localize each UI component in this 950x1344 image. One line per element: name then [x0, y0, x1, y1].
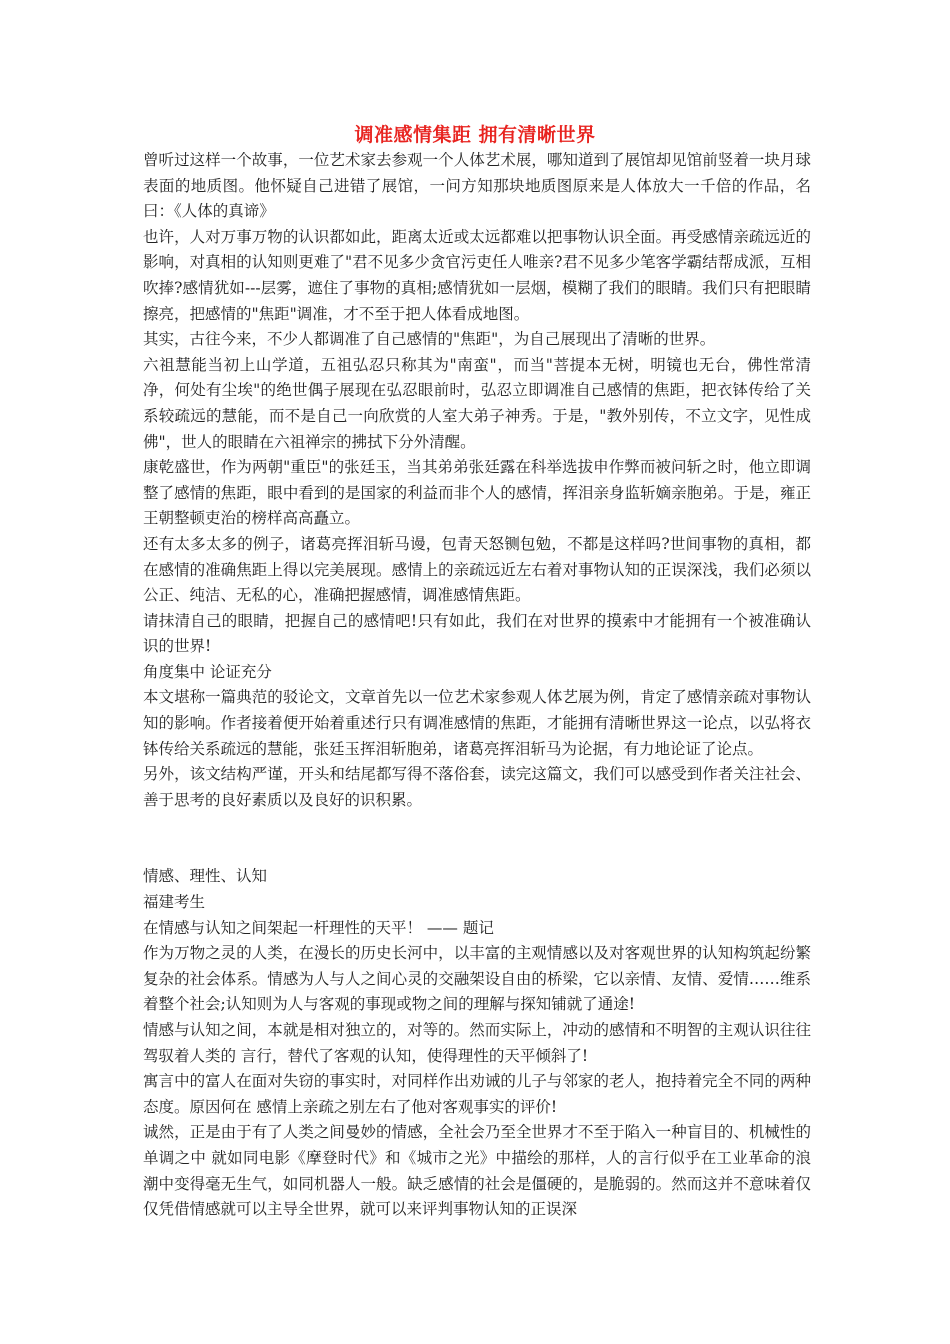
paragraph: 寓言中的富人在面对失窃的事实时，对同样作出劝诫的儿子与邻家的老人，抱持着完全不同的两种态度。原因何在 感情上亲疏之别左右了他对客观事实的评价!: [143, 1072, 811, 1116]
paragraph: 本文堪称一篇典范的驳论文，文章首先以一位艺术家参观人体艺展为例，肯定了感情亲疏对事物认知的影响。作者接着便开始着重述行只有调准感情的焦距，才能拥有清晰世界这一论点，以弘将衣钵传给关系疏远的慧能，张廷玉挥泪斩胞弟，诸葛亮挥泪斩马为论据，有力地论证了论点。: [143, 688, 811, 758]
essay-title: 情感、理性、认知: [143, 867, 268, 886]
document-body: [143, 148, 811, 1223]
paragraph: 诚然，正是由于有了人类之间曼妙的情感，全社会乃至全世界才不至于陷入一种盲目的、机械性的单调之中 就如同电影《摩登时代》和《城市之光》中描绘的那样，人的言行似乎在工业革命的浪潮中变得毫无生气，如同机器人一般。缺乏感情的社会是僵硬的，是脆弱的。然而这并不意味着仅仅凭借情感就可以主导全世界，就可以来评判事物认知的正误深: [143, 1123, 811, 1219]
essay-author: 福建考生: [143, 893, 206, 912]
paragraph: 请抹清自己的眼睛，把握自己的感情吧!只有如此，我们在对世界的摸索中才能拥有一个被准确认识的世界!: [143, 611, 811, 656]
section-heading: 角度集中 论证充分: [143, 662, 272, 681]
paragraph: 也许，人对万事万物的认识都如此，距离太近或太远都难以把事物认识全面。再受感情亲疏远近的影响，对真相的认知则更难了"君不见多少贪官污吏任人唯亲?君不见多少笔客学霸结帮成派，互相吹捧?感情犹如---层雾，遮住了事物的真相;感情犹如一层烟，模糊了我们的眼睛。我们只有把眼睛擦亮，把感情的"焦距"调准，才不至于把人体看成地图。: [143, 227, 811, 323]
paragraph: 情感与认知之间，本就是相对独立的，对等的。然而实际上，冲动的感情和不明智的主观认识往往驾驭着人类的 言行，替代了客观的认知，使得理性的天平倾斜了!: [143, 1021, 811, 1065]
paragraph: 另外，该文结构严谨，开头和结尾都写得不落俗套，读完这篇文，我们可以感受到作者关注社会、善于思考的良好素质以及良好的识积累。: [143, 765, 811, 809]
paragraph: 六祖慧能当初上山学道，五祖弘忍只称其为"南蛮"，而当"菩提本无树，明镜也无台，佛性常清净，何处有尘埃"的绝世偶子展现在弘忍眼前时，弘忍立即调准自己感情的焦距，把衣钵传给了关系较疏远的慧能，而不是自己一向欣赏的人室大弟子神秀。于是，"教外别传，不立文字，见性成佛"，世人的眼睛在六祖禅宗的拂拭下分外清醒。: [143, 355, 811, 451]
epigraph: 在情感与认知之间架起一杆理性的天平！ —— 题记: [143, 918, 494, 937]
paragraph: 还有太多太多的例子，诸葛亮挥泪斩马谩，包青天怒铡包勉，不都是这样吗?世间事物的真相，都在感情的准确焦距上得以完美展现。感情上的亲疏远近左右着对事物认知的正误深浅，我们必须以公正、纯洁、无私的心，准确把握感情，调准感情焦距。: [143, 534, 811, 605]
paragraph: 其实，古往今来，不少人都调准了自己感情的"焦距"，为自己展现出了清晰的世界。: [143, 330, 716, 349]
paragraph: 曾听过这样一个故事，一位艺术家去参观一个人体艺术展，哪知道到了展馆却见馆前竖着一块月球表面的地质图。他怀疑自己进错了展馆，一问方知那块地质图原来是人体放大一千倍的作品，名曰：《人体的真谛》: [143, 151, 811, 221]
document-title: 调准感情集距 拥有清晰世界: [354, 124, 596, 146]
paragraph: 康乾盛世，作为两朝"重臣"的张廷玉，当其弟弟张廷露在科举选拔申作弊而被问斩之时，他立即调整了感情的焦距，眼中看到的是国家的利益而非个人的感情，挥泪亲身监斩嫡亲胞弟。于是，雍正王朝整顿吏治的榜样高高矗立。: [143, 458, 811, 528]
section-spacer: [143, 813, 811, 864]
paragraph: 作为万物之灵的人类，在漫长的历史长河中，以丰富的主观情感以及对客观世界的认知构筑起纷繁复杂的社会体系。情感为人与人之间心灵的交融架设自由的桥梁，它以亲情、友情、爱情……维系着整个社会;认知则为人与客观的事现或物之间的理解与探知铺就了通途!: [143, 944, 811, 1014]
